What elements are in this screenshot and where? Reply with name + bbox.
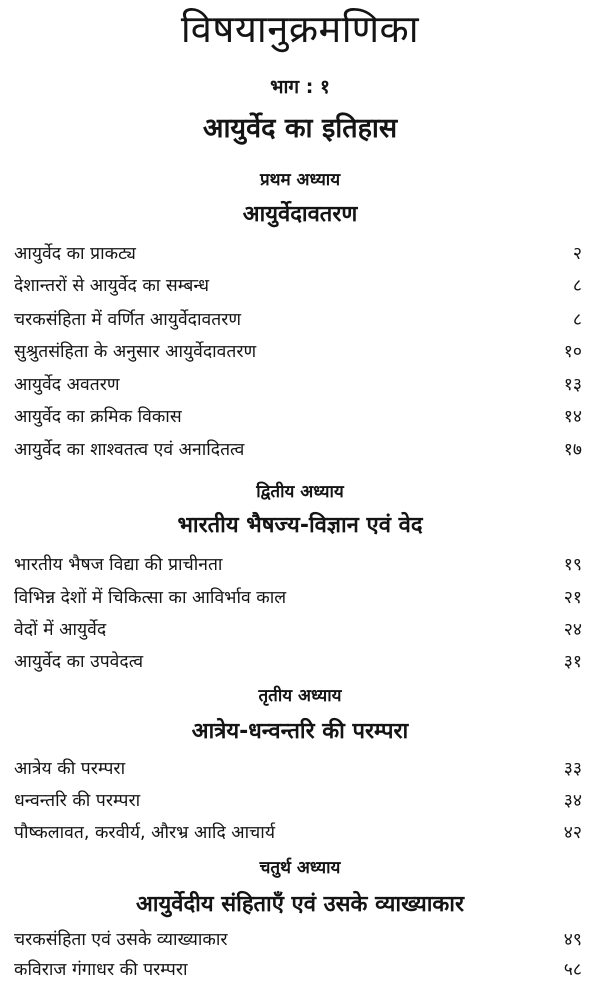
entry-page: ८: [572, 276, 582, 296]
chapter-3-number: तृतीय अध्याय: [258, 686, 342, 706]
entry-label: विभिन्न देशों में चिकित्सा का आविर्भाव काल: [14, 588, 287, 608]
entry-page: ४९: [563, 930, 582, 950]
entry-page: ३१: [563, 652, 582, 672]
entry-page: १९: [563, 555, 582, 575]
toc-entry[interactable]: [14, 755, 582, 783]
toc-entry[interactable]: [14, 338, 582, 366]
chapter-2-title: भारतीय भैषज्य-विज्ञान एवं वेद: [177, 513, 423, 538]
chapter-2-number: द्वितीय अध्याय: [256, 482, 344, 502]
entry-label: पौष्कलावत, करवीर्य, औरभ्र आदि आचार्य: [14, 823, 275, 843]
entry-label: धन्वन्तरि की परम्परा: [14, 791, 141, 811]
entry-label: आत्रेय की परम्परा: [14, 759, 126, 779]
entry-label: आयुर्वेद का शाश्वतत्व एवं अनादितत्व: [14, 440, 245, 460]
entry-label: कविराज गंगाधर की परम्परा: [14, 960, 188, 980]
entry-page: २१: [563, 588, 582, 608]
toc-entry[interactable]: [14, 787, 582, 815]
part-title: आयुर्वेद का इतिहास: [202, 113, 398, 144]
toc-entry[interactable]: [14, 926, 582, 954]
entry-label: वेदों में आयुर्वेद: [14, 620, 107, 640]
entry-label: चरकसंहिता एवं उसके व्याख्याकार: [14, 930, 228, 950]
entry-label: देशान्तरों से आयुर्वेद का सम्बन्ध: [14, 276, 210, 296]
page-title: विषयानुक्रमणिका: [180, 7, 420, 51]
entry-page: १४: [563, 407, 582, 427]
toc-entry[interactable]: [14, 616, 582, 644]
entry-label: चरकसंहिता में वर्णित आयुर्वेदावतरण: [14, 310, 242, 330]
toc-entry[interactable]: [14, 956, 582, 984]
chapter-4-number: चतुर्थ अध्याय: [259, 858, 341, 878]
entry-page: १७: [563, 440, 582, 460]
chapter-1-number: प्रथम अध्याय: [259, 170, 341, 190]
entry-page: १३: [563, 375, 582, 395]
toc-entry[interactable]: [14, 819, 582, 847]
entry-label: आयुर्वेद का प्राकट्य: [14, 244, 136, 264]
entry-page: ४२: [563, 823, 582, 843]
chapter-4-title: आयुर्वेदीय संहिताएँ एवं उसके व्याख्याकार: [135, 892, 465, 917]
entry-label: आयुर्वेद का उपवेदत्व: [14, 652, 144, 672]
toc-entry[interactable]: [14, 306, 582, 334]
entry-label: भारतीय भैषज विद्या की प्राचीनता: [14, 555, 223, 575]
toc-entry[interactable]: [14, 551, 582, 579]
toc-entry[interactable]: [14, 584, 582, 612]
toc-entry[interactable]: [14, 403, 582, 431]
entry-label: सुश्रुतसंहिता के अनुसार आयुर्वेदावतरण: [14, 342, 257, 362]
entry-label: आयुर्वेद का क्रमिक विकास: [14, 407, 182, 427]
toc-entry[interactable]: [14, 272, 582, 300]
entry-label: आयुर्वेद अवतरण: [14, 375, 120, 395]
entry-page: ३३: [563, 759, 582, 779]
toc-entry[interactable]: [14, 371, 582, 399]
entry-page: २: [572, 244, 582, 264]
entry-page: ३४: [563, 791, 582, 811]
toc-entry[interactable]: [14, 648, 582, 676]
toc-entry[interactable]: [14, 436, 582, 464]
entry-page: २४: [563, 620, 582, 640]
part-label: भाग : १: [270, 76, 330, 98]
entry-page: ५८: [563, 960, 582, 980]
entry-page: १०: [563, 342, 582, 362]
chapter-3-title: आत्रेय-धन्वन्तरि की परम्परा: [191, 719, 409, 744]
entry-page: ८: [572, 310, 582, 330]
chapter-1-title: आयुर्वेदावतरण: [242, 202, 358, 227]
toc-entry[interactable]: [14, 240, 582, 268]
